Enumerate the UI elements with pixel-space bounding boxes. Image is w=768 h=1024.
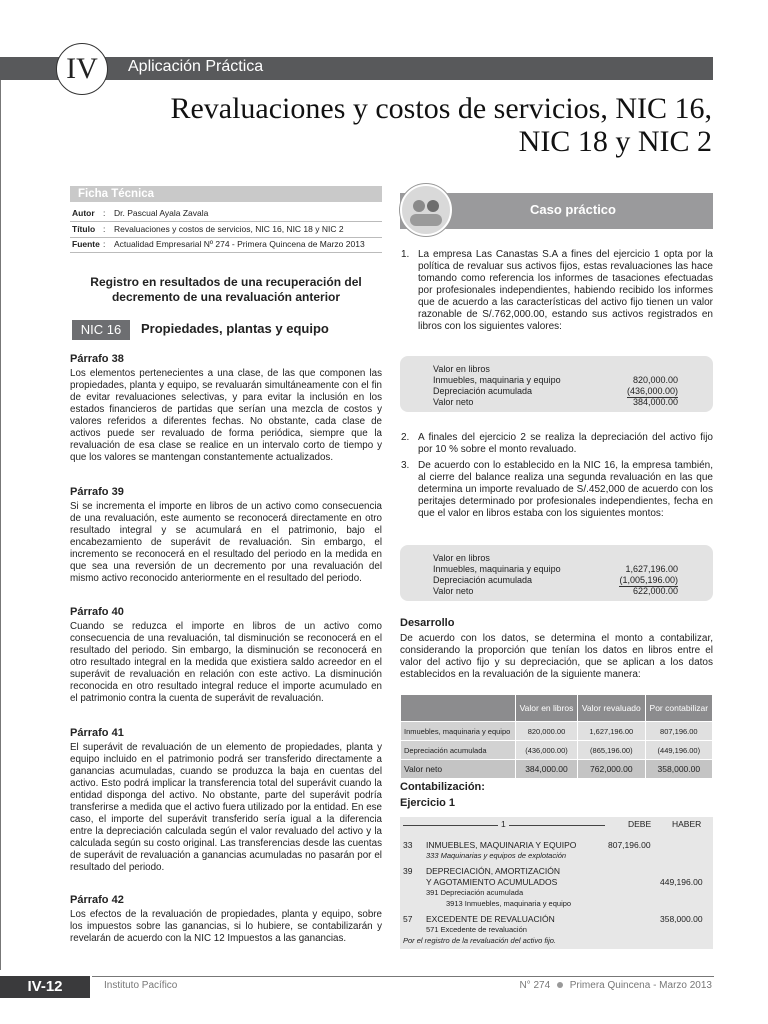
paragraph-text: Cuando se reduzca el importe en libros de un activo como consecuencia de una revaluación, tal disminución se reconocerá en el resultado del periodo. Sin embargo, la disminución se reconocerá en otro resultado integral en la medida que existiera saldo acreedor en el superávit de revaluación en relación con este activo. La disminución reconocida en otro resultado integral reduce el importe acumulado en el patrimonio contra la cuenta de superávit de revaluación. bbox=[70, 621, 382, 704]
account-code: 57 bbox=[403, 914, 413, 924]
account-title: EXCEDENTE DE REVALUACIÓN bbox=[426, 914, 555, 924]
ficha-key: Título bbox=[72, 224, 96, 234]
table-cell: 1,627,196.00 bbox=[577, 722, 645, 741]
section-label: Aplicación Práctica bbox=[128, 58, 264, 75]
table-cell: Valor neto bbox=[401, 760, 516, 779]
debe-amount: 807,196.00 bbox=[608, 840, 651, 850]
chapter-numeral: IV bbox=[56, 43, 108, 95]
table-header: Valor revaluado bbox=[577, 695, 645, 722]
subaccount: 333 Maquinarias y equipos de explotación bbox=[426, 851, 567, 860]
issue-period: Primera Quincena - Marzo 2013 bbox=[569, 980, 712, 991]
footer-rule bbox=[92, 976, 714, 977]
page-number: IV-12 bbox=[0, 976, 90, 998]
page-title bbox=[92, 92, 712, 158]
table-header: Valor en libros bbox=[516, 695, 578, 722]
paragraph-heading: Párrafo 39 bbox=[70, 486, 124, 498]
ficha-key: Autor bbox=[72, 208, 95, 218]
table-cell: (449,196.00) bbox=[645, 741, 712, 760]
account-code: 39 bbox=[403, 866, 413, 876]
ficha-heading: Ficha Técnica bbox=[78, 188, 155, 200]
box-value: 384,000.00 bbox=[632, 397, 678, 407]
revaluation-table bbox=[400, 694, 713, 779]
box-label: Depreciación acumulada bbox=[433, 575, 533, 585]
margin-rule bbox=[0, 80, 1, 970]
paragraph-heading: Párrafo 38 bbox=[70, 353, 124, 365]
valor-libros-box-1 bbox=[400, 356, 713, 412]
desarrollo-heading: Desarrollo bbox=[400, 617, 455, 629]
issue-info bbox=[519, 980, 712, 991]
account-title: INMUEBLES, MAQUINARIA Y EQUIPO bbox=[426, 840, 577, 850]
table-cell: 762,000.00 bbox=[577, 760, 645, 779]
table-cell: (436,000.00) bbox=[516, 741, 578, 760]
box-label: Depreciación acumulada bbox=[433, 386, 533, 396]
paragraph-heading: Párrafo 42 bbox=[70, 894, 124, 906]
table-header bbox=[401, 695, 516, 722]
debe-header: DEBE bbox=[628, 819, 652, 829]
table-header: Por contabilizar bbox=[645, 695, 712, 722]
paragraph-text: Si se incrementa el importe en libros de un activo como consecuencia de una revaluación, este aumento se reconocerá directamente en otro resultado integral y se acumulará en el patrimonio, bajo el encabezamiento de superávit de revaluación. Sin embargo, el incremento se reconocerá en el resultado del periodo en la medida en que sea una reversión de un decremento por una revaluación del mismo activo reconocido anteriormente en el resultado del periodo. bbox=[70, 501, 382, 584]
ficha-key: Fuente bbox=[72, 239, 100, 249]
publisher: Instituto Pacífico bbox=[104, 980, 178, 991]
case-item-1: La empresa Las Canastas S.A a fines del ejercicio 1 opta por la política de revaluar sus activos fijos, estas revaluaciones las hace tomando como referencia los informes de tasaciones efectuadas por profesionales independientes, habiendo recibido los informes que de acuerdo a las características del activo fijo tienen un valor razonable de S/.762,000.00, estando sus activos registrados en libros con los siguientes valores: bbox=[418, 249, 713, 332]
account-title: DEPRECIACIÓN, AMORTIZACIÓN Y AGOTAMIENTO ACUMULADOS bbox=[426, 866, 560, 887]
table-cell: 358,000.00 bbox=[645, 760, 712, 779]
account-code: 33 bbox=[403, 840, 413, 850]
ficha-row-fuente: Fuente : Actualidad Empresarial Nº 274 - Primera Quincena de Marzo 2013 bbox=[70, 237, 382, 253]
people-photo-icon bbox=[400, 184, 452, 236]
ficha-header bbox=[70, 186, 382, 202]
box-label: Inmuebles, maquinaria y equipo bbox=[433, 564, 561, 574]
section-title: Registro en resultados de una recuperación del decremento de una revaluación anterior bbox=[90, 275, 362, 304]
paragraph-text: Los efectos de la revaluación de propiedades, planta y equipo, sobre los impuestos sobre las ganancias, si lo hubiere, se contabilizarán y revelarán de acuerdo con la NIC 12 Impuestos a las ganancias. bbox=[70, 909, 382, 944]
nic-title: Propiedades, plantas y equipo bbox=[141, 321, 329, 336]
entry-note: Por el registro de la revaluación del activo fijo. bbox=[403, 936, 556, 945]
subaccount: 3913 Inmuebles, maquinaria y equipo bbox=[446, 899, 572, 908]
case-item-2: A finales del ejercicio 2 se realiza la depreciación del activo fijo por 10 % sobre el monto revaluado. bbox=[418, 432, 713, 455]
table-cell: Inmuebles, maquinaria y equipo bbox=[401, 722, 516, 741]
page-title-line2: NIC 18 y NIC 2 bbox=[518, 125, 712, 158]
caso-title: Caso práctico bbox=[530, 202, 616, 217]
valor-libros-box-2 bbox=[400, 545, 713, 601]
subaccount: 571 Excedente de revaluación bbox=[426, 925, 527, 934]
box-value: (436,000.00) bbox=[626, 386, 678, 396]
subaccount: 391 Depreciación acumulada bbox=[426, 888, 524, 897]
paragraph-text: Los elementos pertenecientes a una clase, de las que componen las propiedades, planta y equipo, se revaluarán simultáneamente con el fin de evitar revaluaciones selectivas, y para evitar la inclusión en los estados financieros de partidas que serían una mezcla de costos y valores referidos a diferentes fechas. No obstante, cada clase de activos puede ser revaluado de forma periódica, siempre que la revaluación de esa clase se realice en un intervalo corto de tiempo y que los valores se mantengan constantemente actualizados. bbox=[70, 368, 382, 463]
ficha-value: Revaluaciones y costos de servicios, NIC 16, NIC 18 y NIC 2 bbox=[114, 224, 344, 234]
table-row bbox=[401, 722, 713, 741]
box-title: Valor en libros bbox=[433, 364, 490, 374]
haber-amount: 449,196.00 bbox=[660, 877, 703, 887]
table-row bbox=[401, 741, 713, 760]
paragraph-heading: Párrafo 41 bbox=[70, 727, 124, 739]
box-title: Valor en libros bbox=[433, 553, 490, 563]
nic-badge: NIC 16 bbox=[72, 320, 130, 340]
table-cell: (865,196.00) bbox=[577, 741, 645, 760]
desarrollo-text: De acuerdo con los datos, se determina el monto a contabilizar, considerando la proporción que tenían los datos en libros entre el valor del activo fijo y su depreciación, que se aplican a los datos establecidos en la revaluación de la siguiente manera: bbox=[400, 633, 713, 680]
contabilizacion-heading: Contabilización: bbox=[400, 781, 485, 793]
box-label: Valor neto bbox=[433, 397, 474, 407]
case-item-3: De acuerdo con lo establecido en la NIC 16, la empresa también, al cierre del balance realiza una segunda revaluación en las que determina un importe revaluado de S/.452,000 de acuerdo con los peritajes determinado por profesionales independientes, fecha en que el valor en libros estaba con los siguientes montos: bbox=[418, 460, 713, 519]
ficha-row-autor: Autor : Dr. Pascual Ayala Zavala bbox=[70, 206, 382, 222]
entry-number: 1 bbox=[498, 819, 509, 829]
box-value: 622,000.00 bbox=[632, 586, 678, 596]
journal-entry bbox=[400, 817, 713, 949]
box-value: (1,005,196.00) bbox=[619, 575, 678, 585]
haber-header: HABER bbox=[672, 819, 702, 829]
paragraph-heading: Párrafo 40 bbox=[70, 606, 124, 618]
box-value: 1,627,196.00 bbox=[625, 564, 678, 574]
table-header-row bbox=[401, 695, 713, 722]
paragraph-text: El superávit de revaluación de un elemento de propiedades, planta y equipo incluido en el patrimonio podrá ser transferido directamente a ganancias acumuladas, cuando se produzca la baja en cuentas del activo. Esto podrá implicar la transferencia total del superávit cuando la entidad disponga del activo. No obstante, parte del superávit podría transferirse a medida que el activo fuera utilizado por la entidad. En ese caso, el importe del superávit transferido sería igual a la diferencia entre la depreciación calculada según el valor revaluado del activo y la calculada según su costo original. Las transferencias desde las cuentas de superávit de revaluación a ganancias acumuladas no pasarán por el resultado del periodo. bbox=[70, 742, 382, 873]
box-label: Valor neto bbox=[433, 586, 474, 596]
ficha-row-titulo: Título : Revaluaciones y costos de servicios, NIC 16, NIC 18 y NIC 2 bbox=[70, 222, 382, 238]
ficha-value: Dr. Pascual Ayala Zavala bbox=[114, 208, 209, 218]
box-label: Inmuebles, maquinaria y equipo bbox=[433, 375, 561, 385]
table-cell: 820,000.00 bbox=[516, 722, 578, 741]
table-cell: 384,000.00 bbox=[516, 760, 578, 779]
dot-icon bbox=[557, 982, 563, 988]
table-cell: Depreciación acumulada bbox=[401, 741, 516, 760]
table-row bbox=[401, 760, 713, 779]
ficha-value: Actualidad Empresarial Nº 274 - Primera Quincena de Marzo 2013 bbox=[114, 239, 365, 249]
ejercicio-heading: Ejercicio 1 bbox=[400, 797, 456, 809]
page-title-line1: Revaluaciones y costos de servicios, NIC 16, bbox=[170, 92, 712, 125]
box-value: 820,000.00 bbox=[632, 375, 678, 385]
haber-amount: 358,000.00 bbox=[660, 914, 703, 924]
issue-number: N° 274 bbox=[519, 980, 551, 991]
table-cell: 807,196.00 bbox=[645, 722, 712, 741]
